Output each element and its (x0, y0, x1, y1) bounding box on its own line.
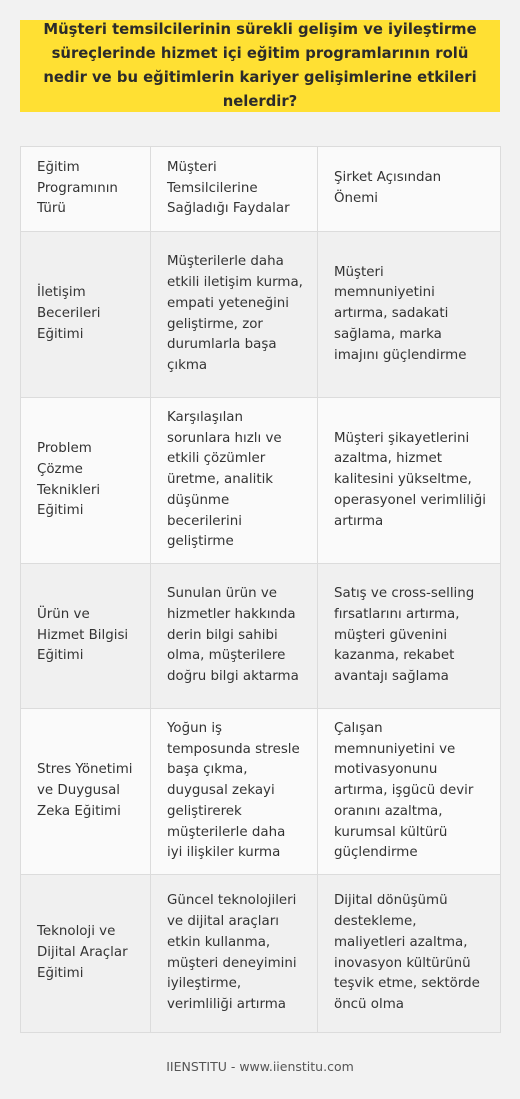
table-row (21, 709, 501, 875)
table-row (21, 232, 501, 398)
title-banner (20, 20, 500, 112)
table-header-row (21, 147, 501, 232)
cell-type: Stres Yönetimi ve Duygusal Zeka Eğitimi (21, 709, 151, 875)
cell-importance: Satış ve cross-selling fırsatlarını artırma, müşteri güvenini kazanma, rekabet avantajı sağlama (318, 564, 501, 709)
cell-benefit: Müşterilerle daha etkili iletişim kurma, empati yeteneğini geliştirme, zor durumlarla başa çıkma (151, 232, 318, 398)
table-row (21, 398, 501, 564)
cell-type: Ürün ve Hizmet Bilgisi Eğitimi (21, 564, 151, 709)
cell-benefit: Güncel teknolojileri ve dijital araçları etkin kullanma, müşteri deneyimini iyileştirme, verimliliği artırma (151, 875, 318, 1033)
cell-benefit: Yoğun iş temposunda stresle başa çıkma, duygusal zekayi geliştirerek müşterilerle daha iyi ilişkiler kurma (151, 709, 318, 875)
header-cell-importance: Şirket Açısından Önemi (318, 147, 501, 232)
cell-importance: Çalışan memnuniyetini ve motivasyonunu artırma, işgücü devir oranını azaltma, kurumsal kültürü güçlendirme (318, 709, 501, 875)
cell-type: İletişim Becerileri Eğitimi (21, 232, 151, 398)
header-cell-benefit: Müşteri Temsilcilerine Sağladığı Faydalar (151, 147, 318, 232)
cell-type: Problem Çözme Teknikleri Eğitimi (21, 398, 151, 564)
cell-type: Teknoloji ve Dijital Araçlar Eğitimi (21, 875, 151, 1033)
cell-importance: Müşteri memnuniyetini artırma, sadakati sağlama, marka imajını güçlendirme (318, 232, 501, 398)
cell-benefit: Sunulan ürün ve hizmetler hakkında derin bilgi sahibi olma, müşterilere doğru bilgi aktarma (151, 564, 318, 709)
footer-credit: IIENSTITU - www.iienstitu.com (166, 1059, 354, 1074)
page-title: Müşteri temsilcilerinin sürekli gelişim ve iyileştirme süreçlerinde hizmet içi eğitim programlarının rolü nedir ve bu eğitimlerin kariyer gelişimlerine etkileri nelerdir? (43, 21, 477, 110)
header-cell-type: Eğitim Programının Türü (21, 147, 151, 232)
table-row (21, 875, 501, 1033)
table-row (21, 564, 501, 709)
cell-importance: Müşteri şikayetlerini azaltma, hizmet kalitesini yükseltme, operasyonel verimliliği artırma (318, 398, 501, 564)
cell-importance: Dijital dönüşümü destekleme, maliyetleri azaltma, inovasyon kültürünü teşvik etme, sektörde öncü olma (318, 875, 501, 1033)
cell-benefit: Karşılaşılan sorunlara hızlı ve etkili çözümler üretme, analitik düşünme becerilerini geliştirme (151, 398, 318, 564)
training-table (20, 146, 501, 1033)
